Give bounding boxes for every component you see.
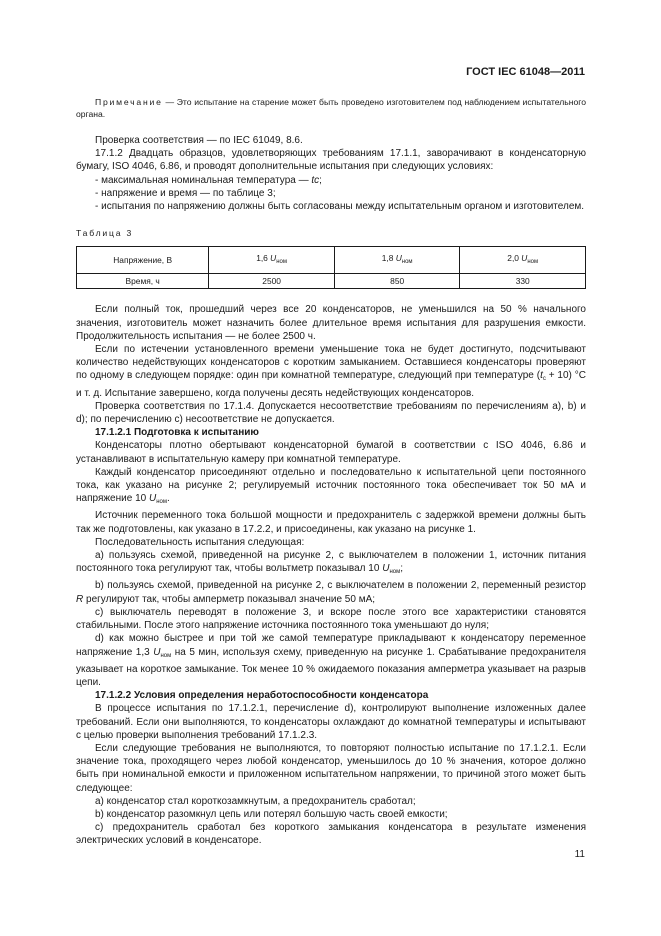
cause-item-b: b) конденсатор разомкнул цепь или потерял большую часть своей емкости; (95, 808, 448, 820)
condition-temperature (76, 174, 586, 187)
tc-variable: tc (311, 174, 320, 186)
cause-item-c: c) предохранитель сработал без короткого замыкания конденсатора в результате изменения электрических условий в конденсаторе. (76, 822, 586, 847)
u-sub: ном (156, 499, 167, 506)
count-failed-text: Если по истечении установленного времени уменьшение тока не будет достигнуто, подсчитывают количество недействующих конденсаторов с коротким замыканием. Оставшиеся конденсаторы проверяют по одному в следующем порядке: один при комнатной температуре, следующий при температуре ( (76, 344, 586, 382)
table-cell-voltage-2 (334, 247, 460, 274)
dc-circuit-text: Каждый конденсатор присоединяют отдельно и последовательно к испытательной цепи постоянного тока, как указано на рисунке 2; регулируемый источник постоянного тока обеспечивает ток 50 мА и напряжение 10 (76, 466, 586, 505)
count-failed-end: + 10) °C и т. д. Испытание завершено, когда получены десять недействующих конденсаторов. (76, 370, 586, 399)
section-number: 17.1.2.1 (95, 427, 132, 439)
u-symbol: U (270, 252, 277, 263)
table-row-time (77, 274, 586, 289)
section-title: Условия определения неработоспособности конденсатора (133, 690, 429, 702)
u-sub: ном (401, 258, 413, 265)
note-paragraph (76, 96, 586, 120)
coef-1: 1,6 (256, 252, 268, 263)
sequence-d-text: d) как можно быстрее и при той же самой температуре прикладывают к конденсатору переменное напряжение 1,3 (76, 633, 586, 658)
paragraph-wrapping: Конденсаторы плотно обертывают конденсаторной бумагой в соответствии с ISO 4046, 6.86 и устанавливают в испытательную камеру при комнатной температуре. (76, 440, 586, 465)
t-variable: t (540, 370, 543, 382)
compliance-check-1: Проверка соответствия — по IEC 61049, 8.6. (95, 135, 303, 146)
page-body (76, 96, 586, 848)
note-label: Примечание (95, 97, 163, 107)
u-symbol: U (395, 252, 402, 263)
sequence-d-end: на 5 мин, используя схему, приведенную на рисунке 1. Срабатывание предохранителя указывает на короткое замыкание. Ток менее 10 % ожидаемого показания амперметра указывает на разрыв цепи. (76, 646, 586, 688)
table-cell-voltage-1 (209, 247, 335, 274)
paragraph-count-failed (76, 343, 586, 400)
sequence-item-c: c) выключатель переводят в положение 3, и вскоре после этого все характеристики становятся стабильными. После этого напряжение источника постоянного тока уменьшают до нуля; (76, 606, 586, 632)
sequence-a-text: a) пользуясь схемой, приведенной на рисунке 2, с выключателем в положении 1, источник питания постоянного тока регулируют так, чтобы вольтметр показывал 10 (76, 550, 586, 575)
u-symbol: U (153, 646, 161, 658)
cause-item-a: a) конденсатор стал короткозамкнутым, а предохранитель сработал; (95, 795, 416, 807)
condition-temperature-text: - максимальная номинальная температура — (95, 174, 312, 186)
u-symbol: U (148, 493, 157, 505)
table-cell-voltage-3 (460, 247, 586, 274)
section-17-1-2-2-heading (76, 689, 586, 702)
t-sub: c (542, 376, 546, 383)
table-cell-time-1: 2500 (209, 274, 335, 289)
dc-circuit-end: . (166, 493, 170, 505)
condition-temperature-end: ; (319, 174, 322, 186)
standard-header: ГОСТ IEC 61048—2011 (466, 66, 585, 78)
paragraph-sequence-intro: Последовательность испытания следующая: (95, 536, 305, 548)
u-sub: ном (389, 569, 401, 576)
sequence-item-a (76, 549, 586, 579)
u-sub: ном (276, 258, 288, 265)
condition-agreement: - испытания по напряжению должны быть согласованы между испытательным органом и изготовителем. (95, 201, 585, 213)
compliance-check-2: Проверка соответствия по 17.1.4. Допускается несоответствие требованиям по перечислениям а), b) и d); по перечислению с) несоответствие не допускается. (76, 400, 586, 426)
paragraph-ac-source: Источник переменного тока большой мощности и предохранитель с задержкой времени должны быть так же подготовлены, как указано в 17.2.2, и присоединены, как указано на рисунке 1. (76, 510, 586, 535)
section-title: Подготовка к испытанию (133, 427, 259, 439)
u-symbol: U (382, 563, 390, 575)
table-cell-time-label: Время, ч (77, 274, 209, 289)
sequence-item-d (76, 632, 586, 689)
table-cell-voltage-label: Напряжение, В (77, 247, 209, 274)
sequence-a-end: ; (400, 563, 403, 575)
clause-17-1-2: 17.1.2 Двадцать образцов, удовлетворяющих требованиям 17.1.1, заворачивают в конденсаторную бумагу, ISO 4046, 6.86, и проводят дополнительные испытания при следующих условиях: (76, 148, 586, 173)
table-row-voltage (77, 247, 586, 274)
paragraph-dc-circuit (76, 466, 586, 510)
paragraph-total-current: Если полный ток, прошедший через все 20 конденсаторов, не уменьшился на 50 % начального значения, изготовитель может назначить более длительное время испытания для разрушения емкости. Продолжительность испытания — не более 2500 ч. (76, 304, 586, 342)
page-number: 11 (574, 849, 585, 860)
table-cell-time-3: 330 (460, 274, 586, 289)
sequence-item-b (76, 579, 586, 605)
condition-voltage-time: - напряжение и время — по таблице 3; (95, 187, 276, 199)
table-caption: Таблица 3 (76, 228, 134, 239)
sequence-b-text: b) пользуясь схемой, приведенной на рисунке 2, с выключателем в положении 2, переменный резистор (95, 580, 586, 592)
u-sub: ном (527, 258, 539, 265)
r-variable: R (76, 593, 84, 605)
paragraph-repeat-test: Если следующие требования не выполняются, то повторяют полностью испытание по 17.1.2.1. Если значение тока, проходящего через любой конденсатор, уменьшилось до 10 % значения, которое должно быть при номинальной емкости и приложенном испытательном напряжении, то причиной этого может быть следующее: (76, 742, 586, 794)
table-cell-time-2: 850 (334, 274, 460, 289)
u-symbol: U (521, 252, 528, 263)
sequence-b-end: регулируют так, чтобы амперметр показывал значение 50 мА; (83, 593, 376, 605)
table-3 (76, 246, 586, 289)
section-number: 17.1.2.2 (95, 690, 132, 702)
coef-3: 2,0 (507, 252, 519, 263)
paragraph-monitoring: В процессе испытания по 17.1.2.1, перечисление d), контролируют выполнение изложенных далее требований. Если они выполняются, то конденсаторы охлаждают до комнатной температуры и испытывают с целью проверки выполнения требований 17.1.2.3. (76, 703, 586, 741)
section-17-1-2-1-heading (76, 426, 586, 439)
u-sub: ном (160, 652, 172, 659)
note-text: — Это испытание на старение может быть проведено изготовителем под наблюдением испытательного органа. (76, 97, 586, 119)
coef-2: 1,8 (381, 252, 394, 263)
